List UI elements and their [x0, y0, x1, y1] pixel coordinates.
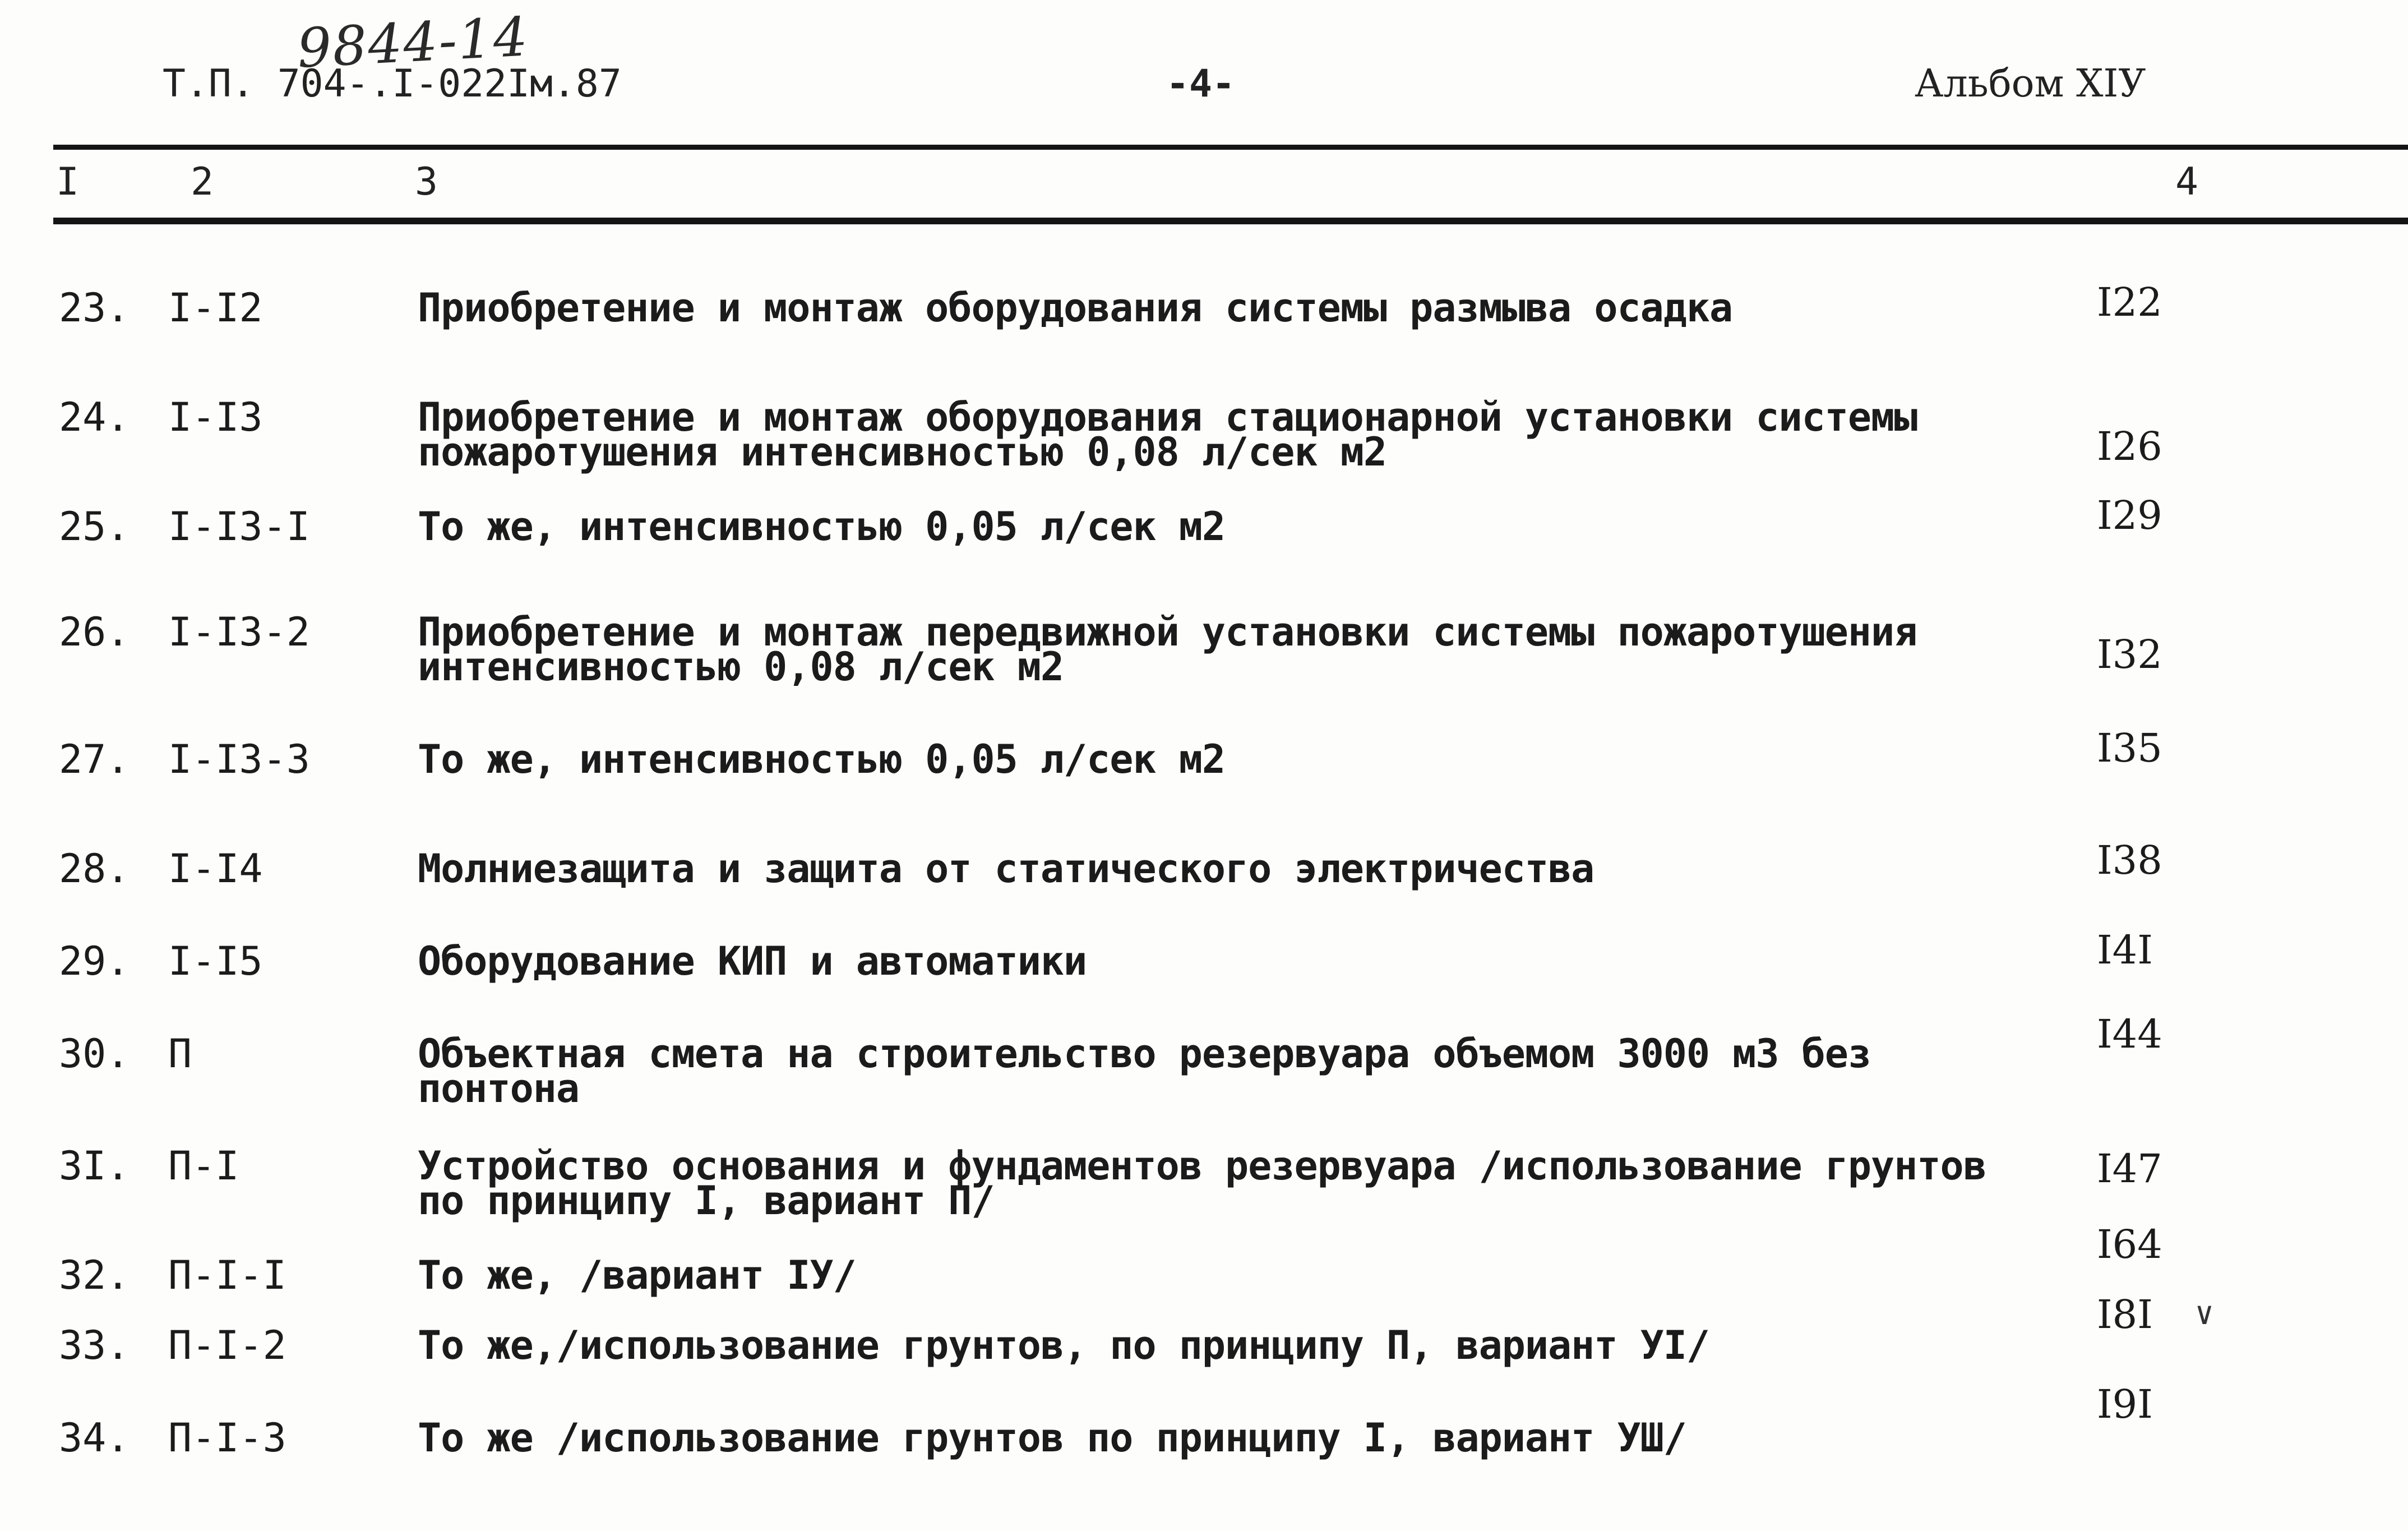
row-number: 30. — [59, 1031, 130, 1077]
header-rule-top — [53, 145, 2408, 150]
row-number: 34. — [59, 1415, 130, 1461]
row-number: 25. — [59, 504, 130, 550]
column-number-3: 3 — [415, 160, 438, 204]
row-title-line: То же, /вариант IУ/ — [418, 1252, 856, 1298]
row-number: 24. — [59, 394, 130, 440]
row-title-line: Устройство основания и фундаментов резервуара /использование грунтов — [418, 1143, 1986, 1189]
row-title-line: То же,/использование грунтов, по принципу П, вариант УI/ — [418, 1322, 1710, 1368]
row-code: П-I-2 — [168, 1322, 286, 1368]
row-code: I-I3-2 — [168, 609, 310, 655]
row-number: 28. — [59, 846, 130, 892]
document-code: Т.П. 704-.I-022Iм.87 — [163, 62, 622, 106]
header-rule-bottom — [53, 218, 2408, 224]
row-page: I4I — [2097, 927, 2153, 973]
row-page: I29 — [2097, 492, 2162, 538]
row-code: I-I3-I — [168, 504, 310, 550]
row-code: I-I4 — [168, 846, 263, 892]
row-number: 23. — [59, 285, 130, 331]
column-number-4: 4 — [2175, 160, 2198, 204]
row-title-line: пожаротушения интенсивностью 0,08 л/сек м2 — [418, 429, 1387, 475]
row-page: I47 — [2097, 1146, 2162, 1192]
row-code: П-I — [168, 1143, 239, 1189]
row-page: I32 — [2097, 631, 2162, 677]
row-code: I-I5 — [168, 938, 263, 984]
row-title-line: интенсивностью 0,08 л/сек м2 — [418, 644, 1064, 690]
row-title-line: понтона — [418, 1066, 580, 1112]
row-title-line: Приобретение и монтаж передвижной установки системы пожаротушения — [418, 609, 1917, 655]
row-title-line: Объектная смета на строительство резервуара объемом 3000 м3 без — [418, 1031, 1871, 1077]
row-page: I44 — [2097, 1011, 2162, 1057]
handwritten-number: 9844-14 — [295, 5, 530, 80]
row-code: I-I3 — [168, 394, 263, 440]
row-number: 29. — [59, 938, 130, 984]
row-number: 33. — [59, 1322, 130, 1368]
page-number: -4- — [1166, 62, 1235, 106]
column-number-2: 2 — [191, 160, 214, 204]
row-code: П-I-3 — [168, 1415, 286, 1461]
check-mark: ∨ — [2195, 1295, 2214, 1332]
row-number: 27. — [59, 736, 130, 782]
row-title-line: Приобретение и монтаж оборудования системы размыва осадка — [418, 285, 1733, 331]
row-title-line: Молниезащита и защита от статического электричества — [418, 846, 1594, 892]
row-code: П — [168, 1031, 192, 1077]
row-page: I9I — [2097, 1381, 2153, 1427]
row-title-line: То же /использование грунтов по принципу I, вариант УШ/ — [418, 1415, 1686, 1461]
row-page: I26 — [2097, 423, 2162, 469]
row-title-line: То же, интенсивностью 0,05 л/сек м2 — [418, 736, 1226, 782]
row-code: П-I-I — [168, 1252, 286, 1298]
row-code: I-I3-3 — [168, 736, 310, 782]
row-title-line: То же, интенсивностью 0,05 л/сек м2 — [418, 504, 1226, 550]
row-title-line: по принципу I, вариант П/ — [418, 1178, 995, 1224]
row-code: I-I2 — [168, 285, 263, 331]
row-page: I64 — [2097, 1221, 2162, 1267]
album-label: Альбом XIУ — [1915, 62, 2146, 106]
row-page: I38 — [2097, 837, 2162, 883]
row-number: 32. — [59, 1252, 130, 1298]
column-number-1: I — [56, 160, 79, 204]
row-title-line: Оборудование КИП и автоматики — [418, 938, 1087, 984]
row-number: 26. — [59, 609, 130, 655]
row-page: I35 — [2097, 725, 2162, 771]
row-number: 3I. — [59, 1143, 130, 1189]
row-page: I22 — [2097, 279, 2162, 325]
row-page: I8I — [2097, 1292, 2153, 1338]
row-title-line: Приобретение и монтаж оборудования стационарной установки системы — [418, 394, 1917, 440]
